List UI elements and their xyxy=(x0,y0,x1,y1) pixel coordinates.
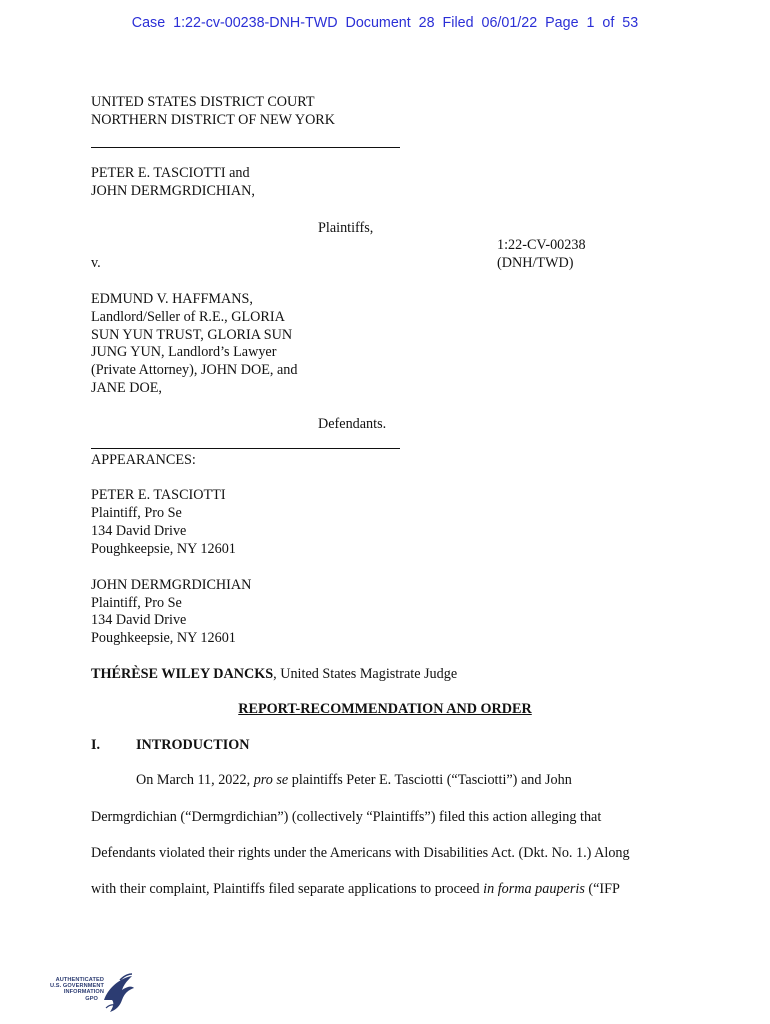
plaintiffs-label: Plaintiffs, xyxy=(318,220,374,236)
body-line-1-a: On March 11, 2022, xyxy=(136,772,254,788)
plaintiff-line-1: PETER E. TASCIOTTI and xyxy=(91,165,250,181)
section-number: I. xyxy=(91,737,101,753)
body-line-4-ifp: in forma pauperis xyxy=(483,881,585,897)
body-line-4 xyxy=(91,881,620,899)
appearance-1-city: Poughkeepsie, NY 12601 xyxy=(91,541,236,557)
defendant-line-2: Landlord/Seller of R.E., GLORIA xyxy=(91,309,285,325)
section-heading: INTRODUCTION xyxy=(136,737,250,753)
appearance-2-role: Plaintiff, Pro Se xyxy=(91,595,182,611)
seal-text xyxy=(42,977,104,1002)
defendant-line-5: (Private Attorney), JOHN DOE, and xyxy=(91,362,298,378)
defendant-line-4: JUNG YUN, Landlord’s Lawyer xyxy=(91,344,277,360)
appearance-1-name: PETER E. TASCIOTTI xyxy=(91,487,226,503)
appearance-1-role: Plaintiff, Pro Se xyxy=(91,505,182,521)
appearance-1-street: 134 David Drive xyxy=(91,523,187,539)
court-name-line1: UNITED STATES DISTRICT COURT xyxy=(91,94,315,110)
body-line-1-pro-se: pro se xyxy=(253,772,289,788)
seal-line-1: AUTHENTICATED xyxy=(55,977,104,983)
judge-name: THÉRÈSE WILEY DANCKS xyxy=(91,666,274,682)
body-line-4-a: with their complaint, Plaintiffs filed separate applications to proceed xyxy=(91,881,484,897)
seal-line-3: INFORMATION xyxy=(63,989,104,996)
seal-line-2: U.S. GOVERNMENT xyxy=(49,983,104,990)
defendant-line-6: JANE DOE, xyxy=(91,380,162,396)
caption-divider-bottom xyxy=(91,448,400,449)
case-header-stamp: Case 1:22-cv-00238-DNH-TWD Document 28 Filed 06/01/22 Page 1 of 53 xyxy=(131,15,639,31)
eagle-icon xyxy=(98,970,138,1016)
case-number: 1:22-CV-00238 xyxy=(497,237,586,253)
defendants-label: Defendants. xyxy=(318,416,387,432)
appearance-2-city: Poughkeepsie, NY 12601 xyxy=(91,630,236,646)
plaintiff-line-2: JOHN DERMGRDICHIAN, xyxy=(91,183,255,199)
appearance-2-street: 134 David Drive xyxy=(91,612,187,628)
document-title xyxy=(0,701,770,719)
document-title-text: REPORT-RECOMMENDATION AND ORDER xyxy=(238,701,532,717)
appearance-2-name: JOHN DERMGRDICHIAN xyxy=(91,577,252,593)
body-line-1-c: plaintiffs Peter E. Tasciotti (“Tasciotti”) and John xyxy=(288,772,572,788)
body-line-3: Defendants violated their rights under the Americans with Disabilities Act. (Dkt. No. 1.) Along xyxy=(91,845,630,861)
judge-line xyxy=(91,666,457,684)
defendant-line-3: SUN YUN TRUST, GLORIA SUN xyxy=(91,327,293,343)
court-name-line2: NORTHERN DISTRICT OF NEW YORK xyxy=(91,112,336,128)
versus: v. xyxy=(91,255,101,271)
body-line-1 xyxy=(136,772,572,790)
appearances-heading: APPEARANCES: xyxy=(91,452,196,468)
caption-divider-top xyxy=(91,147,400,148)
gpo-authentication-seal xyxy=(42,970,132,1016)
seal-gpo-mark: GPO xyxy=(85,995,98,1002)
defendant-line-1: EDMUND V. HAFFMANS, xyxy=(91,291,253,307)
judge-title: , United States Magistrate Judge xyxy=(273,666,458,682)
case-judges: (DNH/TWD) xyxy=(497,255,574,271)
body-line-2: Dermgrdichian (“Dermgrdichian”) (collectively “Plaintiffs”) filed this action alleging that xyxy=(91,809,602,825)
body-line-4-c: (“IFP xyxy=(584,881,620,897)
